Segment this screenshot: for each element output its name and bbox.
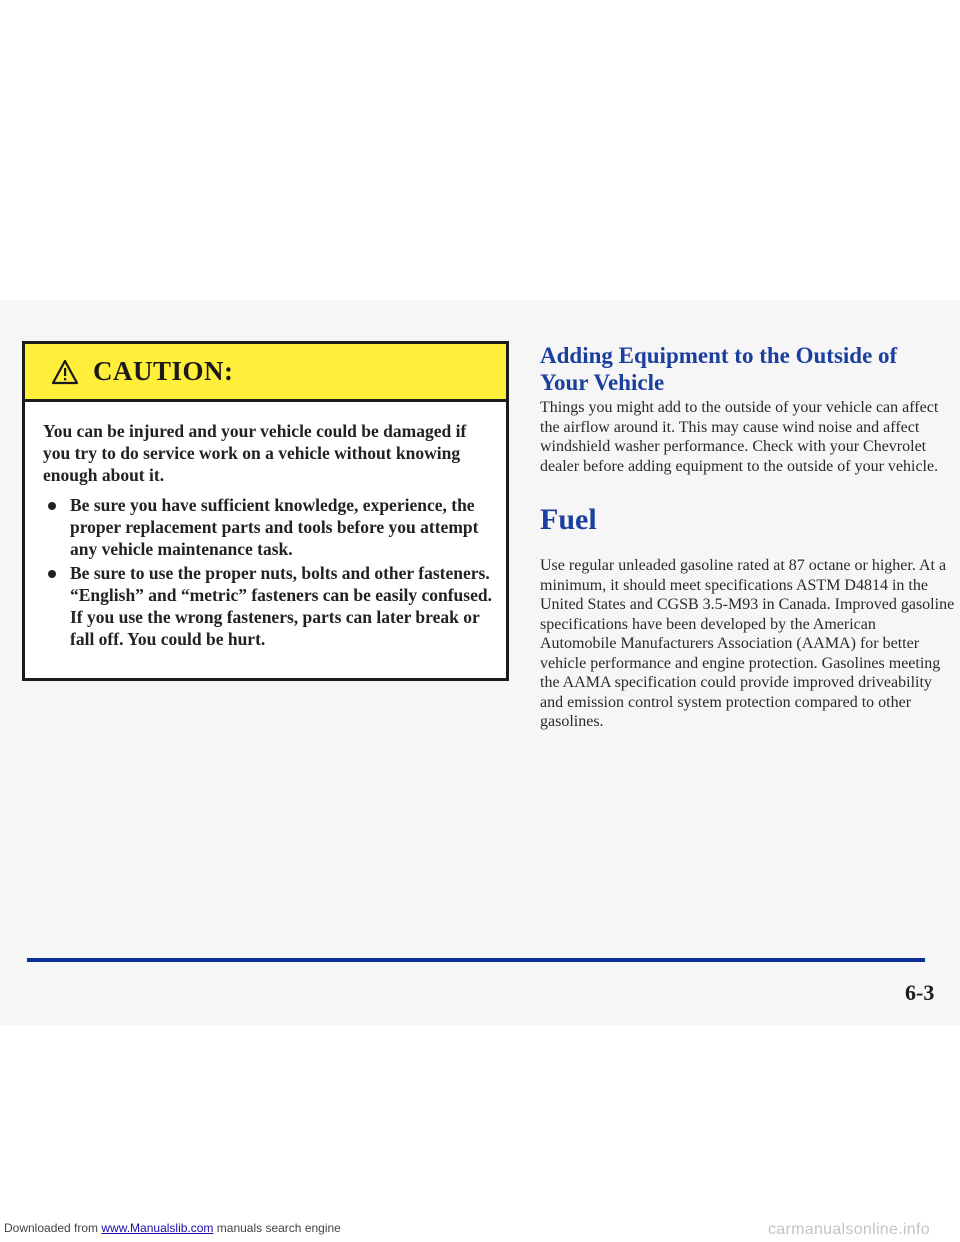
bullet-icon	[48, 570, 56, 578]
footer-suffix: manuals search engine	[213, 1221, 341, 1235]
section-heading-adding-equipment: Adding Equipment to the Outside of Your Vehicle	[540, 343, 898, 395]
caution-item-text: Be sure you have sufficient knowledge, experience, the proper replacement parts and tools before you attempt any vehicle maintenance task.	[70, 495, 479, 559]
caution-box	[22, 341, 509, 681]
caution-title: CAUTION:	[93, 356, 234, 386]
manualslib-link[interactable]: www.Manualslib.com	[101, 1221, 214, 1235]
bullet-icon	[48, 502, 56, 510]
page-number: 6-3	[905, 980, 935, 1005]
watermark: carmanualsonline.info	[768, 1221, 930, 1238]
caution-list	[43, 494, 493, 650]
download-footer	[4, 1221, 341, 1235]
caution-list-item	[43, 562, 493, 650]
footer-prefix: Downloaded from	[4, 1221, 102, 1235]
paragraph-fuel: Use regular unleaded gasoline rated at 87 octane or higher. At a minimum, it should meet specifications ASTM D4814 in the United States and CGSB 3.5-M93 in Canada. Improved gasoline specifications have been developed by the American Automobile Manufacturers Association (AAMA) for better vehicle performance and engine protection. Gasolines meeting the AAMA specification could provide improved driveability and emission control system protection compared to other gasolines.	[540, 557, 955, 730]
caution-header	[25, 344, 506, 402]
footer-rule	[27, 958, 925, 962]
section-heading-fuel: Fuel	[540, 503, 597, 536]
caution-intro: You can be injured and your vehicle could be damaged if you try to do service work on a vehicle without knowing enough about it.	[43, 421, 467, 485]
paragraph-adding-equipment: Things you might add to the outside of your vehicle can affect the airflow around it. This may cause wind noise and affect windshield washer performance. Check with your Chevrolet dealer before adding equipment to the outside of your vehicle.	[540, 399, 939, 475]
warning-triangle-icon	[51, 359, 79, 385]
caution-list-item	[43, 494, 493, 560]
caution-body	[43, 420, 493, 652]
caution-item-text: Be sure to use the proper nuts, bolts and other fasteners. “English” and “metric” fasteners can be easily confused. If you use the wrong fasteners, parts can later break or fall off. You could be hurt.	[70, 563, 492, 649]
